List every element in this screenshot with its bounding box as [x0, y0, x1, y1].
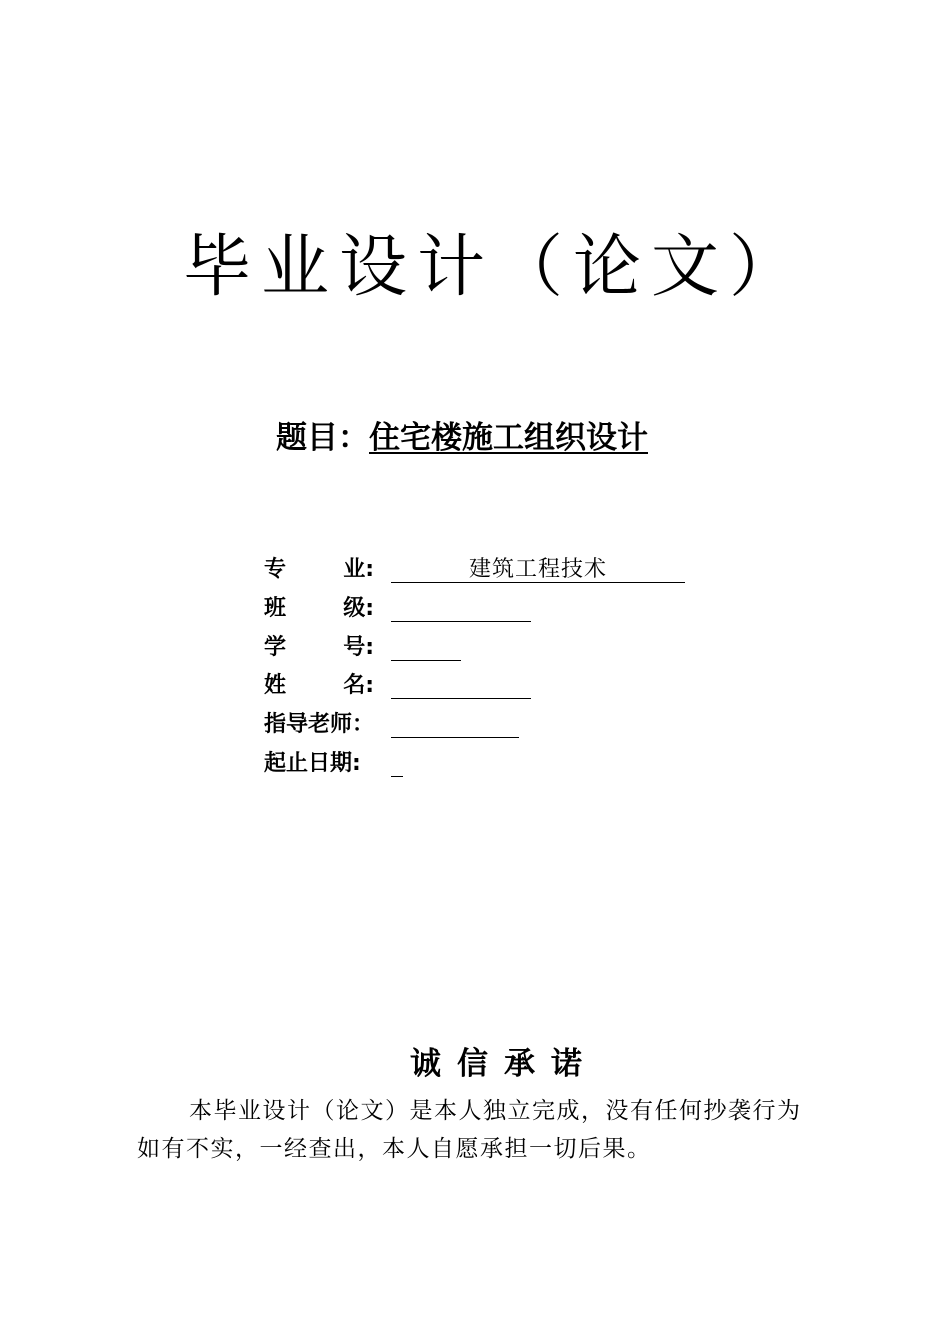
student-id-field	[264, 630, 784, 669]
student-id-blank	[391, 660, 461, 661]
major-value: 建筑工程技术	[468, 557, 607, 582]
date-range-label: 起止日期:	[264, 750, 361, 776]
student-info-form	[264, 552, 784, 785]
advisor-label: 指导老师：	[264, 712, 375, 738]
class-blank	[391, 621, 531, 622]
class-label: 班 级:	[264, 595, 374, 621]
student-id-label: 学 号:	[264, 634, 374, 660]
pledge-line-1: 本毕业设计（论文）是本人独立完成，没有任何抄袭行为	[189, 1098, 802, 1124]
date-range-blank	[391, 776, 403, 777]
topic-value: 住宅楼施工组织设计	[369, 420, 648, 456]
class-field	[264, 591, 784, 630]
pledge-line-2: 如有不实，一经查出，本人自愿承担一切后果。	[137, 1136, 652, 1162]
topic-line	[276, 416, 648, 460]
major-label: 专 业:	[264, 557, 374, 582]
major-field	[264, 552, 784, 591]
advisor-blank	[391, 737, 519, 738]
date-range-field	[264, 746, 784, 785]
pledge-text	[137, 1092, 847, 1168]
name-label: 姓 名:	[264, 673, 374, 699]
topic-label: 题目：	[276, 420, 369, 456]
document-title: 毕业设计（论文）	[182, 228, 807, 307]
name-blank	[391, 698, 531, 699]
pledge-title: 诚信承诺	[410, 1046, 598, 1082]
advisor-field	[264, 707, 784, 746]
name-field	[264, 668, 784, 707]
